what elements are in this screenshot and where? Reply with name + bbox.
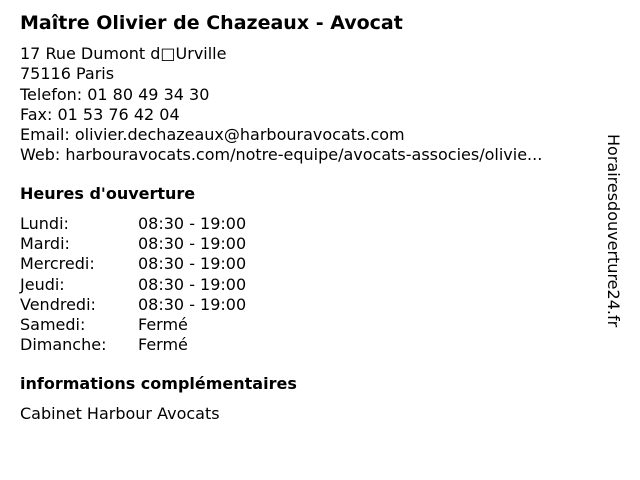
day-label: Mercredi: (20, 254, 95, 274)
side-brand-watermark: Horairesdouverture24.fr (604, 134, 623, 328)
info-text: Cabinet Harbour Avocats (20, 404, 220, 423)
day-label: Mardi: (20, 234, 70, 254)
hours-row-saturday (20, 315, 246, 335)
hours-heading: Heures d'ouverture (20, 184, 196, 203)
day-label: Jeudi: (20, 274, 65, 294)
time-value: Fermé (138, 315, 188, 335)
time-value: 08:30 - 19:00 (138, 214, 247, 233)
fax-number: Fax: 01 53 76 42 04 (20, 104, 180, 124)
day-label: Lundi: (20, 214, 69, 233)
email-address: Email: olivier.dechazeaux@harbouravocats.com (20, 125, 405, 145)
website-url: Web: harbouravocats.com/notre-equipe/avocats-associes/olivie... (20, 145, 543, 165)
time-value: 08:30 - 19:00 (138, 254, 247, 274)
address-city: 75116 Paris (20, 64, 115, 84)
time-value: Fermé (138, 335, 188, 355)
time-value: 08:30 - 19:00 (138, 234, 247, 254)
hours-row-friday (20, 295, 246, 315)
time-value: 08:30 - 19:00 (138, 274, 247, 294)
phone-number: Telefon: 01 80 49 34 30 (20, 84, 210, 104)
hours-row-wednesday (20, 254, 246, 274)
day-label: Samedi: (20, 315, 86, 335)
day-label: Vendredi: (20, 294, 96, 314)
page-title: Maître Olivier de Chazeaux - Avocat (20, 12, 403, 34)
address-street: 17 Rue Dumont d□Urville (20, 44, 227, 63)
info-heading: informations complémentaires (20, 374, 297, 393)
hours-row-monday (20, 214, 246, 234)
hours-row-thursday (20, 275, 246, 295)
contact-block (20, 44, 542, 166)
day-label: Dimanche: (20, 335, 107, 355)
hours-row-tuesday (20, 234, 246, 254)
opening-hours-table (20, 214, 246, 355)
hours-row-sunday (20, 335, 246, 355)
time-value: 08:30 - 19:00 (138, 294, 247, 314)
